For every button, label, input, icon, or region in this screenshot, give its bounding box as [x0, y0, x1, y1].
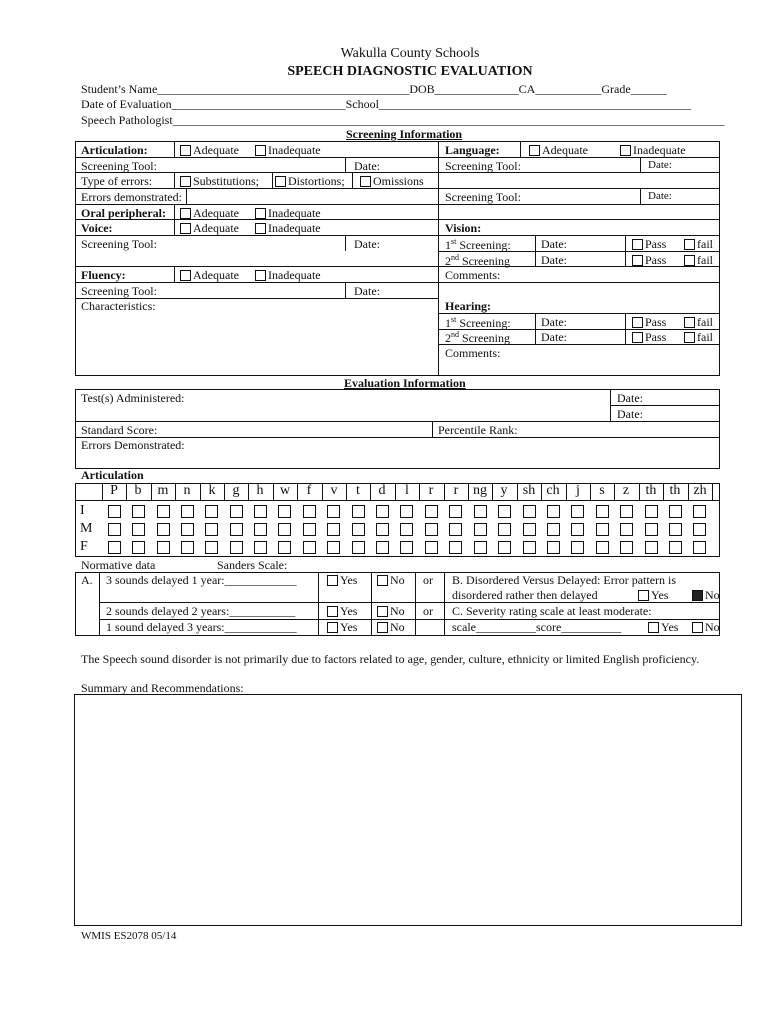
voice-date: Date: — [354, 237, 380, 251]
articulation-checkbox[interactable] — [596, 541, 609, 554]
row-a-label: A. — [81, 573, 93, 587]
checkbox-icon[interactable] — [377, 622, 388, 633]
articulation-checkbox[interactable] — [352, 523, 365, 536]
oral-peripheral-label: Oral peripheral: — [81, 206, 166, 220]
sound-header-16: y — [500, 483, 508, 498]
articulation-checkbox[interactable] — [157, 505, 170, 518]
evaluation-heading: Evaluation Information — [344, 376, 466, 390]
articulation-checkbox[interactable] — [425, 505, 438, 518]
articulation-checkbox[interactable] — [400, 523, 413, 536]
voice-label: Voice: — [81, 221, 113, 235]
articulation-checkbox[interactable] — [474, 541, 487, 554]
articulation-checkbox[interactable] — [547, 505, 560, 518]
articulation-checkbox[interactable] — [230, 541, 243, 554]
checkbox-icon[interactable] — [180, 145, 191, 156]
norm-row-2[interactable]: 2 sounds delayed 2 years:___________ — [106, 604, 296, 618]
articulation-checkbox[interactable] — [425, 523, 438, 536]
articulation-checkbox[interactable] — [425, 541, 438, 554]
hearing-first-pass[interactable]: Pass — [632, 315, 666, 330]
vision-first-date: Date: — [541, 237, 567, 251]
checkbox-icon[interactable] — [684, 255, 695, 266]
articulation-checkbox[interactable] — [449, 523, 462, 536]
c-yes[interactable]: Yes — [648, 620, 678, 635]
articulation-checkbox[interactable] — [303, 541, 316, 554]
articulation-checkbox[interactable] — [693, 523, 706, 536]
checkbox-icon[interactable] — [327, 575, 338, 586]
row1-yes[interactable]: Yes — [327, 573, 357, 588]
sound-header-5: g — [232, 483, 240, 498]
sound-header-13: r — [428, 483, 434, 498]
oral-adequate[interactable]: Adequate — [180, 206, 239, 221]
fluency-date: Date: — [354, 284, 380, 298]
articulation-checkbox[interactable] — [620, 523, 633, 536]
articulation-checkbox[interactable] — [571, 541, 584, 554]
articulation-checkbox[interactable] — [303, 523, 316, 536]
articulation-checkbox[interactable] — [230, 505, 243, 518]
row-label-F: F — [80, 539, 88, 554]
fluency-inadequate[interactable]: Inadequate — [255, 268, 321, 283]
row2-or: or — [423, 604, 433, 618]
vision-first-fail[interactable]: fail — [684, 237, 713, 252]
articulation-checkbox[interactable] — [278, 523, 291, 536]
language-date-2: Date: — [648, 190, 672, 202]
sound-header-15: ng — [473, 483, 487, 498]
screening-heading: Screening Information — [346, 127, 463, 141]
articulation-checkbox[interactable] — [205, 523, 218, 536]
articulation-checkbox[interactable] — [449, 505, 462, 518]
articulation-checkbox[interactable] — [205, 505, 218, 518]
checkbox-icon[interactable] — [180, 208, 191, 219]
sound-header-17: sh — [522, 483, 536, 498]
tests-administered: Test(s) Administered: — [81, 391, 185, 405]
type-of-errors-label: Type of errors: — [81, 174, 153, 188]
articulation-label: Articulation: — [81, 143, 148, 157]
checkbox-icon[interactable] — [327, 622, 338, 633]
sanders-label: Sanders Scale: — [217, 558, 288, 572]
articulation-checkbox[interactable] — [108, 505, 121, 518]
articulation-checkbox[interactable] — [352, 541, 365, 554]
checkbox-icon[interactable] — [327, 606, 338, 617]
articulation-checkbox[interactable] — [523, 523, 536, 536]
fluency-tool: Screening Tool: — [81, 284, 157, 298]
vision-second-screening: 2nd Screening — [445, 253, 510, 268]
articulation-checkbox[interactable] — [400, 505, 413, 518]
articulation-checkbox[interactable] — [376, 523, 389, 536]
checkbox-icon[interactable] — [377, 606, 388, 617]
checkbox-icon[interactable] — [180, 176, 191, 187]
checkbox-icon[interactable] — [684, 332, 695, 343]
articulation-checkbox[interactable] — [571, 505, 584, 518]
disorder-statement: The Speech sound disorder is not primarily due to factors related to age, gender, culture, ethnicity or limited English proficiency. — [81, 652, 700, 666]
articulation-adequate[interactable]: Adequate — [180, 143, 239, 158]
vision-second-pass[interactable]: Pass — [632, 253, 666, 268]
sound-header-12: l — [405, 483, 409, 498]
org-name: Wakulla County Schools — [340, 46, 480, 61]
checkbox-icon[interactable] — [180, 223, 191, 234]
articulation-checkbox[interactable] — [205, 541, 218, 554]
vision-comments: Comments: — [445, 268, 501, 282]
hearing-first-screening: 1st Screening: — [445, 315, 511, 330]
language-tool-1: Screening Tool: — [445, 159, 521, 173]
checkbox-icon[interactable] — [180, 270, 191, 281]
vision-first-screening: 1st Screening: — [445, 237, 511, 252]
articulation-checkbox[interactable] — [108, 523, 121, 536]
articulation-checkbox[interactable] — [596, 523, 609, 536]
vision-second-date: Date: — [541, 253, 567, 267]
checkbox-icon[interactable] — [632, 239, 643, 250]
row2-no[interactable]: No — [377, 604, 405, 619]
checkbox-icon[interactable] — [684, 317, 695, 328]
sound-header-4: k — [208, 483, 216, 498]
articulation-checkbox[interactable] — [327, 505, 340, 518]
row-label-I: I — [80, 503, 85, 518]
hearing-second-fail[interactable]: fail — [684, 330, 713, 345]
distortions-option[interactable]: Distortions; — [275, 174, 345, 189]
articulation-checkbox[interactable] — [547, 523, 560, 536]
hearing-second-screening: 2nd Screening — [445, 330, 510, 345]
row3-no[interactable]: No — [377, 620, 405, 635]
sound-header-18: ch — [546, 483, 560, 498]
articulation-checkbox[interactable] — [474, 523, 487, 536]
language-tool-2: Screening Tool: — [445, 190, 521, 204]
substitutions-option[interactable]: Substitutions; — [180, 174, 259, 189]
articulation-checkbox[interactable] — [547, 541, 560, 554]
articulation-checkbox[interactable] — [693, 505, 706, 518]
checkbox-icon[interactable] — [255, 208, 266, 219]
vision-first-pass[interactable]: Pass — [632, 237, 666, 252]
articulation-checkbox[interactable] — [523, 541, 536, 554]
checkbox-icon[interactable] — [255, 270, 266, 281]
b-text-1: B. Disordered Versus Delayed: Error pattern is — [452, 573, 677, 587]
characteristics-label: Characteristics: — [81, 299, 156, 313]
articulation-checkbox[interactable] — [498, 541, 511, 554]
articulation-checkbox[interactable] — [132, 541, 145, 554]
articulation-checkbox[interactable] — [669, 523, 682, 536]
voice-tool: Screening Tool: — [81, 237, 157, 251]
checkbox-icon[interactable] — [692, 622, 703, 633]
sound-header-3: n — [183, 483, 191, 498]
student-info-line[interactable]: Student’s Name__________________________________________DOB______________CA___________Grade______ — [81, 82, 667, 96]
voice-adequate[interactable]: Adequate — [180, 221, 239, 236]
checkbox-icon[interactable] — [632, 317, 643, 328]
articulation-checkbox[interactable] — [132, 523, 145, 536]
evaluation-date-line[interactable]: Date of Evaluation_____________________________School____________________________________________________ — [81, 97, 691, 111]
articulation-checkbox[interactable] — [278, 541, 291, 554]
sound-header-21: z — [622, 483, 630, 498]
sound-header-1: b — [134, 483, 142, 498]
pathologist-line[interactable]: Speech Pathologist____________________________________________________________________________________________ — [81, 113, 725, 127]
articulation-checkbox[interactable] — [303, 505, 316, 518]
checkbox-icon[interactable] — [275, 176, 286, 187]
articulation-checkbox[interactable] — [157, 523, 170, 536]
articulation-checkbox[interactable] — [498, 523, 511, 536]
voice-inadequate[interactable]: Inadequate — [255, 221, 321, 236]
articulation-checkbox[interactable] — [254, 541, 267, 554]
articulation-checkbox[interactable] — [645, 505, 658, 518]
fluency-label: Fluency: — [81, 268, 126, 282]
sound-header-8: f — [306, 483, 312, 498]
row3-yes[interactable]: Yes — [327, 620, 357, 635]
articulation-checkbox[interactable] — [352, 505, 365, 518]
language-adequate[interactable]: Adequate — [529, 143, 588, 158]
articulation-checkbox[interactable] — [230, 523, 243, 536]
sound-header-24: zh — [693, 483, 707, 498]
row1-no[interactable]: No — [377, 573, 405, 588]
articulation-checkbox[interactable] — [645, 523, 658, 536]
articulation-checkbox[interactable] — [254, 505, 267, 518]
sound-header-22: th — [645, 483, 657, 498]
row2-yes[interactable]: Yes — [327, 604, 357, 619]
sound-header-7: w — [279, 483, 291, 498]
articulation-checkbox[interactable] — [400, 541, 413, 554]
articulation-inadequate[interactable]: Inadequate — [255, 143, 321, 158]
language-inadequate[interactable]: Inadequate — [620, 143, 686, 158]
checkbox-icon[interactable] — [255, 223, 266, 234]
articulation-checkbox[interactable] — [474, 505, 487, 518]
oral-inadequate[interactable]: Inadequate — [255, 206, 321, 221]
language-label: Language: — [445, 143, 500, 157]
normative-label: Normative data — [81, 558, 156, 572]
sound-header-2: m — [157, 483, 169, 498]
checked-checkbox-icon[interactable] — [692, 590, 703, 601]
checkbox-icon[interactable] — [632, 332, 643, 343]
sound-header-9: v — [330, 483, 338, 498]
percentile-rank: Percentile Rank: — [438, 423, 518, 437]
articulation-checkbox[interactable] — [327, 541, 340, 554]
checkbox-icon[interactable] — [632, 255, 643, 266]
summary-label: Summary and Recommendations: — [81, 681, 244, 695]
checkbox-icon[interactable] — [377, 575, 388, 586]
b-text-2: disordered rather then delayed — [452, 588, 598, 602]
hearing-second-pass[interactable]: Pass — [632, 330, 666, 345]
c-text: C. Severity rating scale at least moderate: — [452, 604, 652, 618]
hearing-label: Hearing: — [445, 299, 491, 313]
articulation-checkbox[interactable] — [327, 523, 340, 536]
articulation-checkbox[interactable] — [157, 541, 170, 554]
b-no[interactable]: No — [692, 588, 720, 603]
scale-line[interactable]: scale__________score__________ — [452, 620, 622, 634]
articulation-checkbox[interactable] — [669, 541, 682, 554]
sound-header-0: P — [110, 483, 118, 498]
articulation-checkbox[interactable] — [132, 505, 145, 518]
checkbox-icon[interactable] — [360, 176, 371, 187]
norm-row-1[interactable]: 3 sounds delayed 1 year:____________ — [106, 573, 297, 587]
eval-errors-demonstrated: Errors Demonstrated: — [81, 438, 185, 452]
articulation-checkbox[interactable] — [181, 505, 194, 518]
sound-header-11: d — [378, 483, 386, 498]
articulation-checkbox[interactable] — [523, 505, 536, 518]
eval-date-1: Date: — [617, 391, 643, 405]
articulation-checkbox[interactable] — [571, 523, 584, 536]
summary-box[interactable] — [74, 694, 742, 926]
checkbox-icon[interactable] — [529, 145, 540, 156]
articulation-date: Date: — [354, 159, 380, 173]
articulation-checkbox[interactable] — [181, 541, 194, 554]
vision-second-fail[interactable]: fail — [684, 253, 713, 268]
articulation-checkbox[interactable] — [376, 541, 389, 554]
articulation-grid-heading: Articulation — [81, 468, 144, 482]
sound-header-14: r — [453, 483, 459, 498]
eval-date-2: Date: — [617, 407, 643, 421]
row-label-M: M — [80, 521, 93, 536]
checkbox-icon[interactable] — [648, 622, 659, 633]
standard-score: Standard Score: — [81, 423, 158, 437]
sound-header-6: h — [256, 483, 264, 498]
vision-label: Vision: — [445, 221, 482, 235]
c-no[interactable]: No — [692, 620, 720, 635]
hearing-first-fail[interactable]: fail — [684, 315, 713, 330]
articulation-checkbox[interactable] — [596, 505, 609, 518]
sound-header-19: j — [576, 483, 580, 498]
articulation-checkbox[interactable] — [449, 541, 462, 554]
checkbox-icon[interactable] — [684, 239, 695, 250]
checkbox-icon[interactable] — [638, 590, 649, 601]
fluency-adequate[interactable]: Adequate — [180, 268, 239, 283]
sound-header-23: th — [669, 483, 681, 498]
hearing-first-date: Date: — [541, 315, 567, 329]
articulation-checkbox[interactable] — [254, 523, 267, 536]
checkbox-icon[interactable] — [255, 145, 266, 156]
articulation-checkbox[interactable] — [181, 523, 194, 536]
b-yes[interactable]: Yes — [638, 588, 668, 603]
norm-row-3[interactable]: 1 sound delayed 3 years:____________ — [106, 620, 297, 634]
articulation-checkbox[interactable] — [108, 541, 121, 554]
hearing-second-date: Date: — [541, 330, 567, 344]
sound-header-10: t — [356, 483, 360, 498]
articulation-checkbox[interactable] — [620, 505, 633, 518]
articulation-checkbox[interactable] — [645, 541, 658, 554]
sound-header-20: s — [599, 483, 605, 498]
row1-or: or — [423, 573, 433, 587]
articulation-checkbox[interactable] — [620, 541, 633, 554]
articulation-tool: Screening Tool: — [81, 159, 157, 173]
language-date-1: Date: — [648, 159, 672, 171]
articulation-checkbox[interactable] — [693, 541, 706, 554]
articulation-checkbox[interactable] — [376, 505, 389, 518]
articulation-checkbox[interactable] — [278, 505, 291, 518]
errors-demonstrated-label: Errors demonstrated: — [81, 190, 182, 204]
articulation-checkbox[interactable] — [669, 505, 682, 518]
form-title: SPEECH DIAGNOSTIC EVALUATION — [287, 64, 533, 79]
articulation-checkbox[interactable] — [498, 505, 511, 518]
checkbox-icon[interactable] — [620, 145, 631, 156]
form-footer: WMIS ES2078 05/14 — [81, 930, 177, 942]
omissions-option[interactable]: Omissions — [360, 174, 424, 189]
hearing-comments: Comments: — [445, 346, 501, 360]
